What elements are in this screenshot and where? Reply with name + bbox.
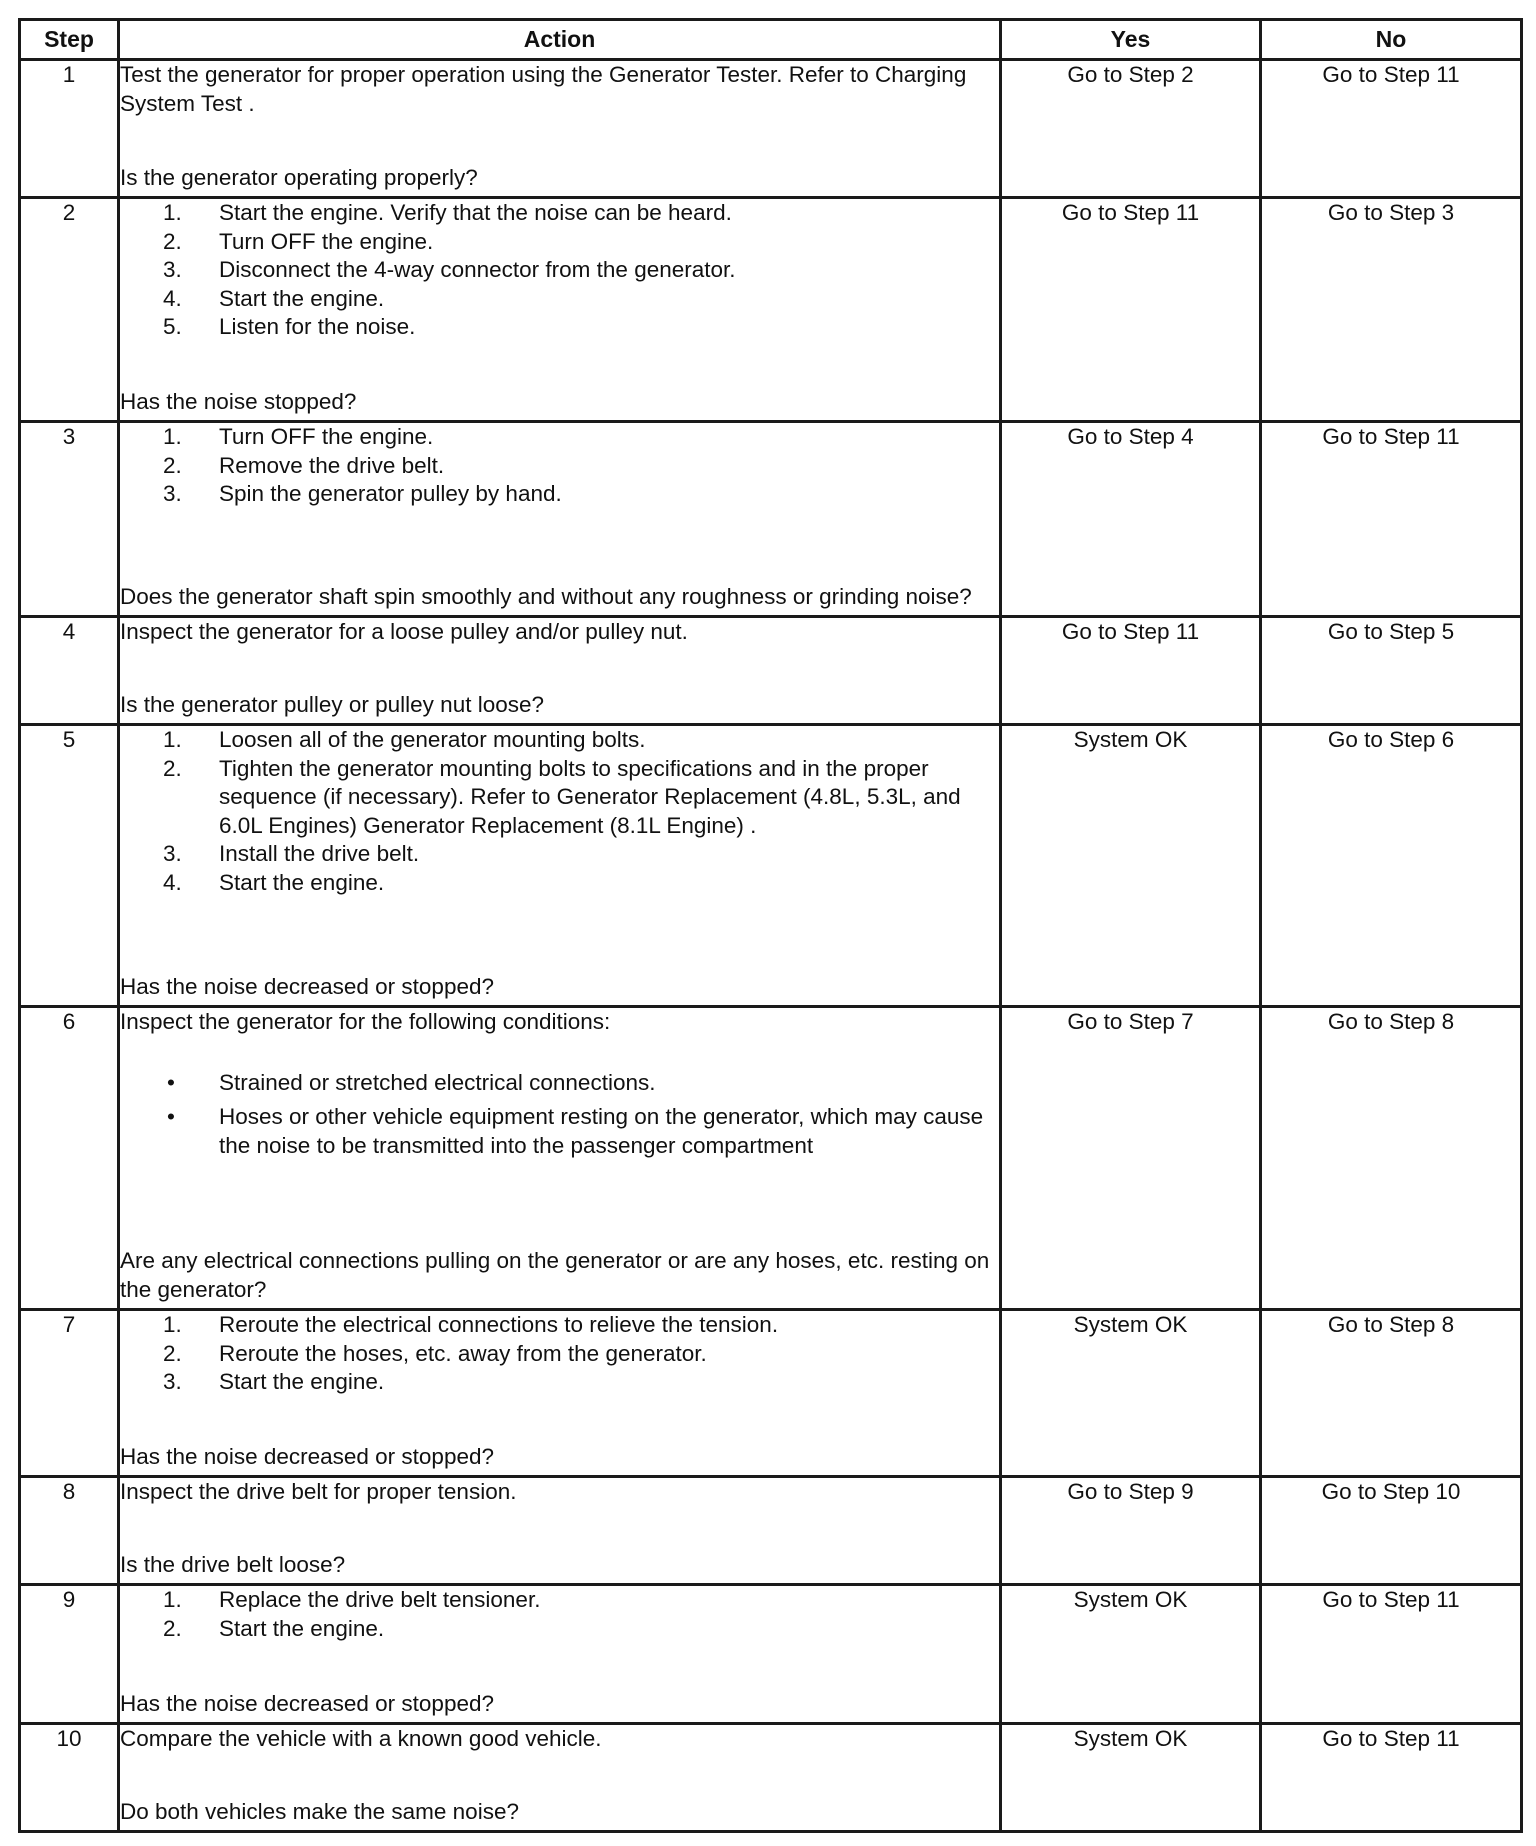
procedure-item (120, 840, 999, 869)
action-cell (119, 617, 1001, 725)
procedure-item (120, 199, 999, 228)
table-row (20, 422, 1522, 617)
action-cell (119, 1007, 1001, 1310)
yes-result: System OK (1001, 1724, 1261, 1832)
yes-result: System OK (1001, 1310, 1261, 1477)
action-cell (119, 1477, 1001, 1585)
no-result: Go to Step 5 (1261, 617, 1522, 725)
action-intro: Inspect the generator for a loose pulley and/or pulley nut. (120, 619, 688, 644)
procedure-number: 5. (163, 314, 182, 339)
table-row (20, 60, 1522, 198)
header-no: No (1261, 20, 1522, 60)
procedure-number: 2. (163, 228, 182, 254)
table-row (20, 1724, 1522, 1832)
no-result: Go to Step 6 (1261, 725, 1522, 1007)
procedure-list (120, 1311, 999, 1397)
procedure-text: Listen for the noise. (219, 314, 416, 339)
step-number: 7 (20, 1310, 119, 1477)
procedure-list (120, 199, 999, 342)
step-number: 2 (20, 198, 119, 422)
bullet-icon: • (167, 1104, 175, 1129)
procedure-item (120, 1615, 999, 1644)
no-result: Go to Step 11 (1261, 422, 1522, 617)
table-row (20, 1585, 1522, 1724)
procedure-item (120, 480, 999, 509)
yes-result: System OK (1001, 725, 1261, 1007)
table-row (20, 617, 1522, 725)
step-number: 9 (20, 1585, 119, 1724)
no-result: Go to Step 11 (1261, 1585, 1522, 1724)
action-question: Is the generator pulley or pulley nut loose? (120, 691, 545, 717)
step-number: 10 (20, 1724, 119, 1832)
procedure-number: 1. (163, 727, 182, 752)
no-result: Go to Step 3 (1261, 198, 1522, 422)
procedure-number: 1. (163, 1312, 182, 1337)
action-cell (119, 60, 1001, 198)
no-result: Go to Step 8 (1261, 1310, 1522, 1477)
procedure-text: Start the engine. (219, 1369, 385, 1394)
procedure-number: 2. (163, 1340, 182, 1366)
yes-result: Go to Step 7 (1001, 1007, 1261, 1310)
procedure-item (120, 423, 999, 452)
procedure-text: Loosen all of the generator mounting bolts. (219, 727, 646, 752)
condition-list (120, 1069, 999, 1161)
table-row (20, 1477, 1522, 1585)
procedure-text: Start the engine. Verify that the noise can be heard. (219, 200, 732, 225)
procedure-item (120, 1340, 999, 1369)
procedure-number: 2. (163, 1615, 182, 1641)
procedure-number: 3. (163, 1369, 182, 1394)
procedure-text: Remove the drive belt. (219, 452, 445, 478)
header-action: Action (119, 20, 1001, 60)
procedure-text: Disconnect the 4-way connector from the generator. (219, 257, 736, 282)
step-number: 3 (20, 422, 119, 617)
procedure-number: 3. (163, 481, 182, 506)
bullet-icon: • (167, 1069, 175, 1095)
procedure-number: 4. (163, 869, 182, 895)
procedure-item (120, 1311, 999, 1340)
procedure-text: Install the drive belt. (219, 841, 420, 866)
yes-result: Go to Step 11 (1001, 617, 1261, 725)
procedure-text: Reroute the electrical connections to relieve the tension. (219, 1312, 779, 1337)
action-question: Are any electrical connections pulling on the generator or are any hoses, etc. resting on the generator? (120, 1248, 990, 1302)
step-number: 4 (20, 617, 119, 725)
condition-text: Strained or stretched electrical connections. (219, 1069, 656, 1095)
yes-result: Go to Step 9 (1001, 1477, 1261, 1585)
action-question: Does the generator shaft spin smoothly and without any roughness or grinding noise? (120, 583, 972, 609)
table-row (20, 725, 1522, 1007)
condition-item (120, 1069, 999, 1098)
no-result: Go to Step 11 (1261, 60, 1522, 198)
procedure-item (120, 1368, 999, 1397)
action-cell (119, 198, 1001, 422)
procedure-item (120, 452, 999, 481)
step-number: 8 (20, 1477, 119, 1585)
procedure-item (120, 726, 999, 755)
procedure-item (120, 313, 999, 342)
procedure-number: 2. (163, 755, 182, 781)
yes-result: System OK (1001, 1585, 1261, 1724)
procedure-number: 1. (163, 200, 182, 225)
no-result: Go to Step 8 (1261, 1007, 1522, 1310)
action-question: Has the noise stopped? (120, 388, 357, 414)
action-cell (119, 1585, 1001, 1724)
action-intro: Test the generator for proper operation using the Generator Tester. Refer to Charging System Test . (120, 62, 967, 116)
action-cell (119, 1310, 1001, 1477)
header-row (20, 20, 1522, 60)
yes-result: Go to Step 4 (1001, 422, 1261, 617)
procedure-item (120, 1586, 999, 1615)
action-question: Has the noise decreased or stopped? (120, 973, 494, 999)
header-step: Step (20, 20, 119, 60)
procedure-number: 2. (163, 452, 182, 478)
procedure-text: Start the engine. (219, 869, 385, 895)
step-number: 6 (20, 1007, 119, 1310)
header-yes: Yes (1001, 20, 1261, 60)
procedure-text: Turn OFF the engine. (219, 228, 434, 254)
step-number: 5 (20, 725, 119, 1007)
yes-result: Go to Step 11 (1001, 198, 1261, 422)
action-question: Is the drive belt loose? (120, 1551, 346, 1577)
action-cell (119, 1724, 1001, 1832)
table-row (20, 1310, 1522, 1477)
procedure-number: 1. (163, 1587, 182, 1612)
condition-item (120, 1103, 999, 1160)
procedure-list (120, 423, 999, 509)
procedure-number: 1. (163, 424, 182, 449)
procedure-text: Replace the drive belt tensioner. (219, 1587, 541, 1612)
procedure-text: Start the engine. (219, 285, 385, 311)
condition-text: Hoses or other vehicle equipment resting on the generator, which may cause the noise to be transmitted into the passenger compartment (219, 1104, 984, 1158)
procedure-text: Reroute the hoses, etc. away from the generator. (219, 1340, 707, 1366)
table-row (20, 198, 1522, 422)
procedure-number: 4. (163, 285, 182, 311)
procedure-item (120, 256, 999, 285)
procedure-text: Turn OFF the engine. (219, 424, 434, 449)
procedure-number: 3. (163, 257, 182, 282)
yes-result: Go to Step 2 (1001, 60, 1261, 198)
procedure-text: Start the engine. (219, 1615, 385, 1641)
action-intro: Inspect the generator for the following conditions: (120, 1009, 611, 1034)
action-question: Has the noise decreased or stopped? (120, 1690, 494, 1716)
action-cell (119, 725, 1001, 1007)
procedure-list (120, 1586, 999, 1643)
action-question: Do both vehicles make the same noise? (120, 1798, 519, 1824)
procedure-item (120, 869, 999, 898)
procedure-item (120, 285, 999, 314)
action-question: Has the noise decreased or stopped? (120, 1443, 494, 1469)
action-question: Is the generator operating properly? (120, 164, 478, 190)
action-intro: Inspect the drive belt for proper tension. (120, 1479, 517, 1504)
action-cell (119, 422, 1001, 617)
action-intro: Compare the vehicle with a known good vehicle. (120, 1726, 602, 1751)
procedure-text: Tighten the generator mounting bolts to specifications and in the proper sequence (if necessary). Refer to Generator Replacement (4.8L, 5.3L, and 6.0L Engines) Generator Replacement (8.1L Engine) . (219, 755, 961, 838)
procedure-list (120, 726, 999, 897)
procedure-item (120, 755, 999, 841)
no-result: Go to Step 11 (1261, 1724, 1522, 1832)
table-row (20, 1007, 1522, 1310)
step-number: 1 (20, 60, 119, 198)
diagnostic-table (18, 18, 1523, 1833)
procedure-item (120, 228, 999, 257)
procedure-text: Spin the generator pulley by hand. (219, 481, 562, 506)
no-result: Go to Step 10 (1261, 1477, 1522, 1585)
procedure-number: 3. (163, 841, 182, 866)
